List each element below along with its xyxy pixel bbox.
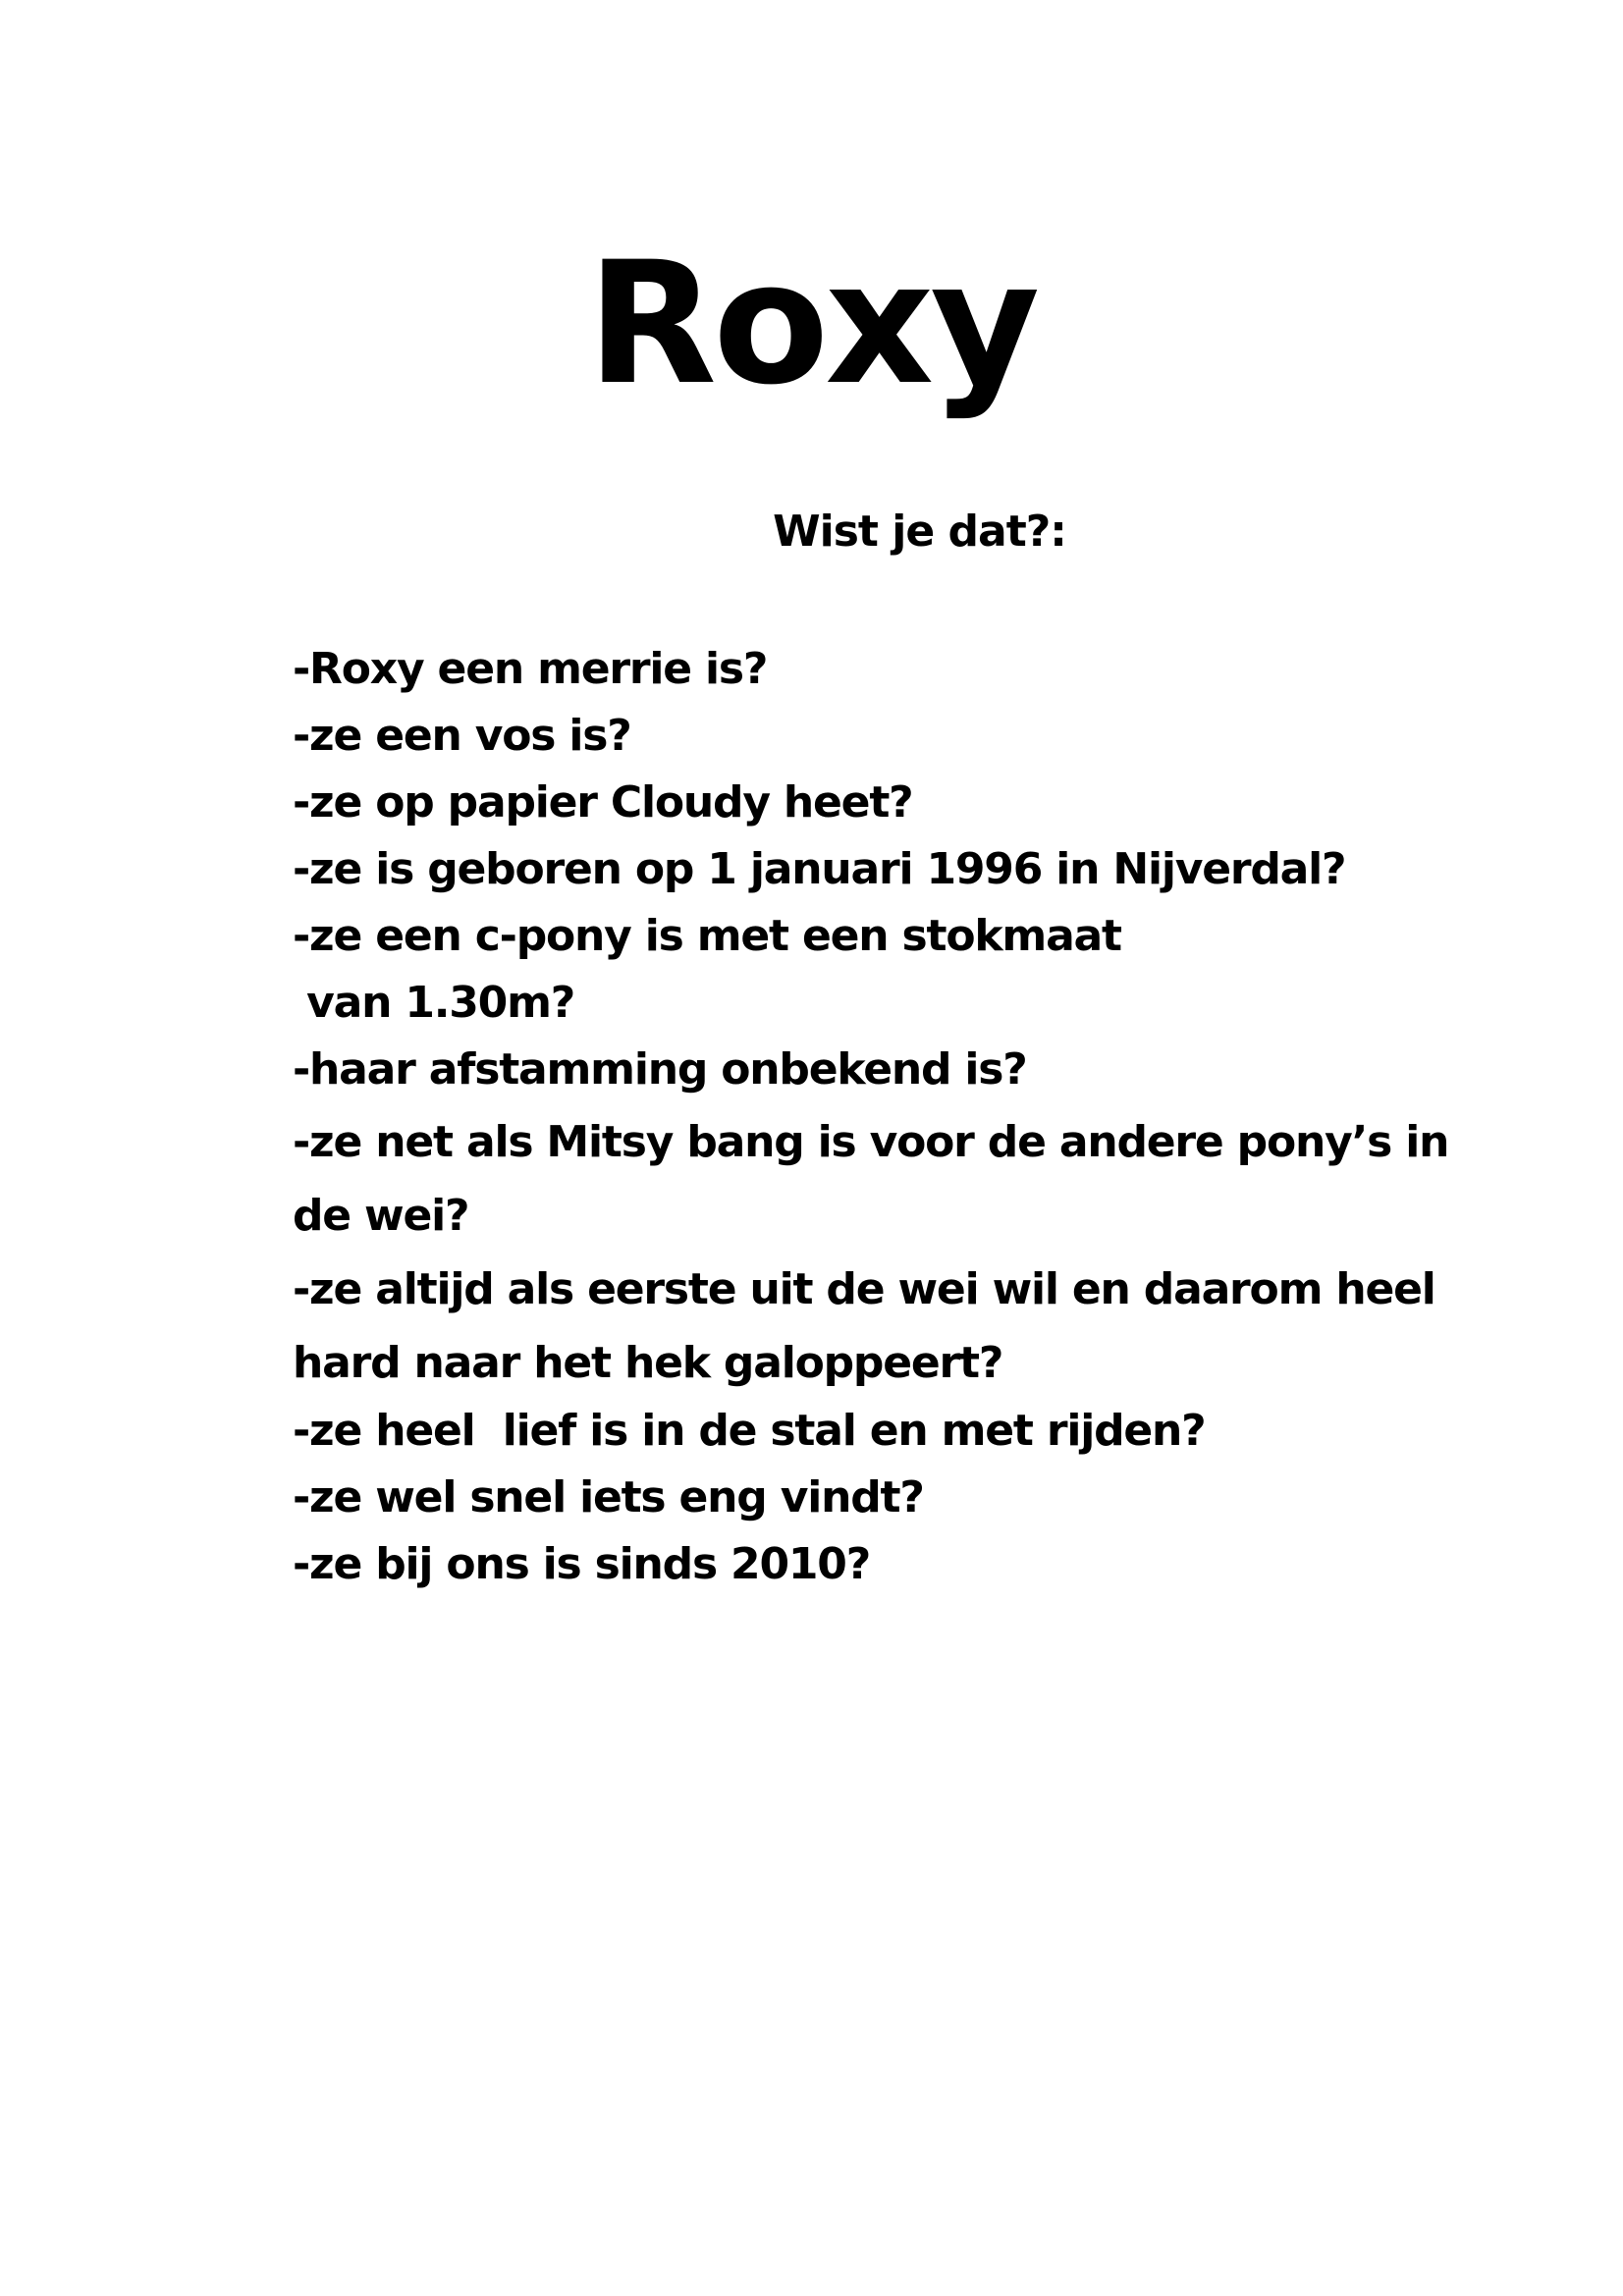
fact-line: -ze een vos is? bbox=[293, 711, 631, 761]
fact-line: -ze bij ons is sinds 2010? bbox=[293, 1539, 871, 1589]
fact-line: -ze op papier Cloudy heet? bbox=[293, 777, 913, 828]
page-subtitle: Wist je dat?: bbox=[773, 507, 1066, 557]
fact-line: -ze net als Mitsy bang is voor de andere pony’s in bbox=[293, 1117, 1449, 1167]
fact-line: -Roxy een merrie is? bbox=[293, 644, 768, 694]
fact-line: -ze is geboren op 1 januari 1996 in Nijverdal? bbox=[293, 844, 1346, 894]
fact-line: -ze altijd als eerste uit de wei wil en daarom heel bbox=[293, 1264, 1435, 1314]
fact-line: -ze heel lief is in de stal en met rijden? bbox=[293, 1406, 1206, 1456]
fact-line: -haar afstamming onbekend is? bbox=[293, 1044, 1027, 1095]
fact-line: -ze een c-pony is met een stokmaat bbox=[293, 911, 1121, 961]
fact-line: hard naar het hek galoppeert? bbox=[293, 1338, 1003, 1388]
facts-list bbox=[293, 636, 1449, 1598]
fact-line: de wei? bbox=[293, 1191, 469, 1241]
fact-line: -ze wel snel iets eng vindt? bbox=[293, 1472, 924, 1522]
fact-line: van 1.30m? bbox=[293, 978, 575, 1028]
page-title: Roxy bbox=[586, 225, 1037, 422]
